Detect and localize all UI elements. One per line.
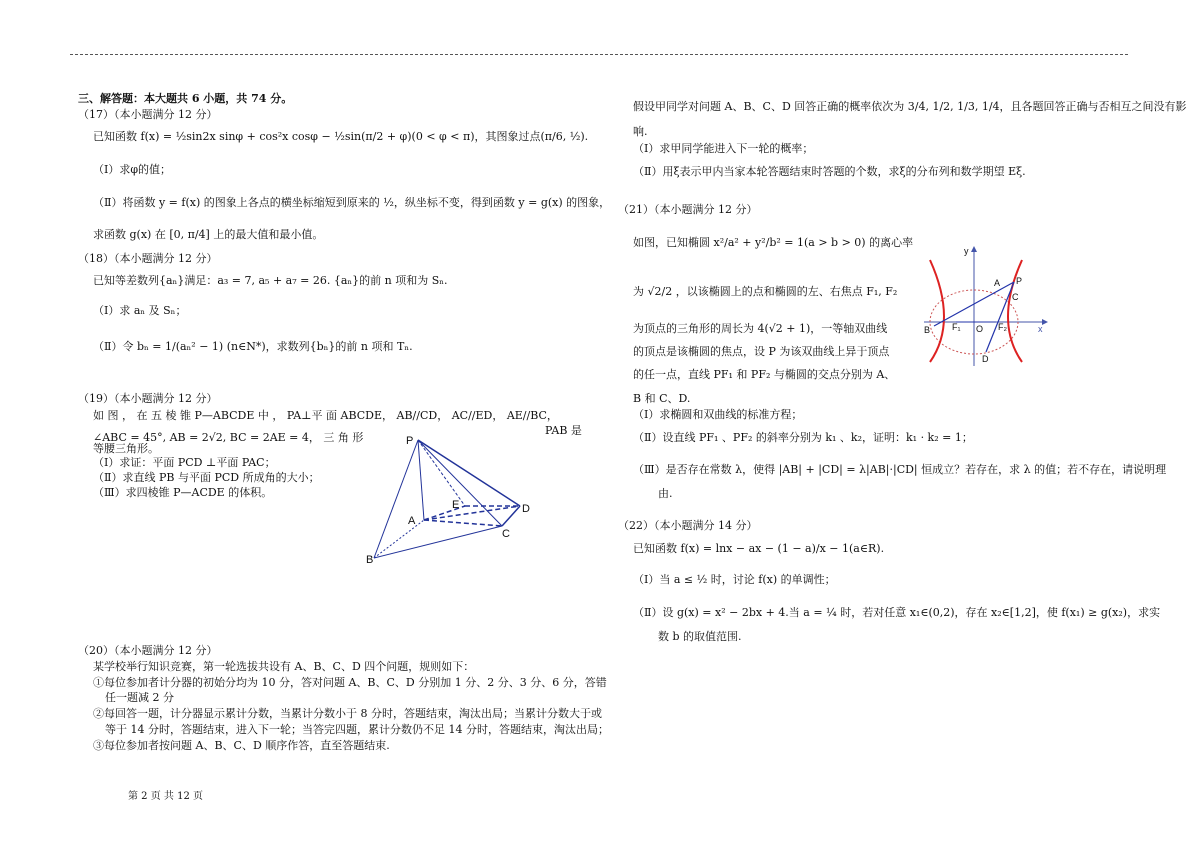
y-axis-arrow-icon: [971, 246, 977, 252]
q17-part1: （Ⅰ）求φ的值；: [93, 163, 172, 176]
q19-stem-line3: 等腰三角形。: [93, 442, 159, 455]
q22-heading: （22）（本小题满分 14 分）: [618, 519, 758, 532]
q20-right-line1: 假设甲同学对问题 A、B、C、D 回答正确的概率依次为 3/4, 1/2, 1/3, 1/4，且各题回答正确与否相互之间没有影: [633, 100, 1187, 113]
section-heading: 三、解答题：本大题共 6 小题，共 74 分。: [78, 92, 293, 105]
q19-part3: （Ⅲ）求四棱锥 P—ACDE 的体积。: [93, 486, 273, 499]
q19-heading: （19）（本小题满分 12 分）: [78, 392, 218, 405]
edge-pb: [374, 440, 418, 558]
q21-part3-cont: 由.: [658, 487, 673, 500]
label-f2: F₂: [998, 322, 1007, 332]
q18-stem: 已知等差数列{aₙ}满足：a₃ = 7, a₅ + a₇ = 26. {aₙ}的前 n 项和为 Sₙ.: [93, 274, 448, 287]
q21-heading: （21）（本小题满分 12 分）: [618, 203, 758, 216]
q19-part1: （Ⅰ）求证：平面 PCD ⊥平面 PAC；: [93, 456, 276, 469]
label-x: x: [1038, 324, 1043, 334]
q17-heading: （17）（本小题满分 12 分）: [78, 108, 218, 121]
q20-part1: （Ⅰ）求甲同学能进入下一轮的概率；: [633, 142, 814, 155]
q20-line6: ③每位参加者按问题 A、B、C、D 顺序作答，直至答题结束.: [93, 739, 390, 752]
edge-ad: [424, 506, 520, 520]
edge-ac: [424, 520, 502, 526]
q21-line2: 为 √2/2 ，以该椭圆上的点和椭圆的左、右焦点 F₁, F₂: [633, 285, 898, 298]
pyramid-figure: [360, 430, 550, 570]
q20-line2: ①每位参加者计分器的初始分均为 10 分，答对问题 A、B、C、D 分别加 1 分、2 分、3 分、6 分，答错: [93, 676, 607, 689]
q19-stem-line2: ∠ABC = 45°, AB = 2√2, BC = 2AE = 4， 三 角 形: [93, 431, 364, 444]
q17-part2: （Ⅱ）将函数 y = f(x) 的图象上各点的横坐标缩短到原来的 ½，纵坐标不变，得到函数 y = g(x) 的图象，: [93, 196, 611, 209]
conic-figure: [918, 242, 1050, 370]
q21-part2: （Ⅱ）设直线 PF₁ 、PF₂ 的斜率分别为 k₁ 、k₂，证明：k₁ · k₂ = 1；: [633, 431, 973, 444]
q22-part1: （Ⅰ）当 a ≤ ½ 时，讨论 f(x) 的单调性；: [633, 573, 836, 586]
label-b: B: [924, 325, 931, 335]
header-rule: [70, 54, 1128, 55]
edge-bc: [374, 526, 502, 558]
label-d: D: [522, 503, 530, 515]
q21-line6: B 和 C、D.: [633, 392, 691, 405]
x-axis-arrow-icon: [1042, 319, 1048, 325]
q20-line3: 任一题减 2 分: [105, 691, 174, 704]
label-e: E: [452, 499, 460, 511]
label-p: P: [406, 435, 414, 447]
q17-part2-cont: 求函数 g(x) 在 [0, π/4] 上的最大值和最小值。: [93, 228, 324, 241]
q21-line4: 的顶点是该椭圆的焦点，设 P 为该双曲线上异于顶点: [633, 345, 890, 358]
q20-heading: （20）（本小题满分 12 分）: [78, 644, 218, 657]
q20-right-line2: 响.: [633, 125, 648, 138]
label-b: B: [366, 554, 374, 566]
q19-stem-line2-tail: PAB 是: [545, 424, 582, 437]
page-footer: 第 2 页 共 12 页: [128, 791, 203, 802]
edge-pa: [418, 440, 424, 520]
edge-pc: [418, 440, 502, 526]
q21-line5: 的任一点，直线 PF₁ 和 PF₂ 与椭圆的交点分别为 A、: [633, 368, 896, 381]
edge-cd: [502, 506, 520, 526]
label-d: D: [982, 354, 989, 364]
q22-stem: 已知函数 f(x) = lnx − ax − (1 − a)/x − 1(a∈R).: [633, 542, 885, 555]
q19-part2: （Ⅱ）求直线 PB 与平面 PCD 所成角的大小；: [93, 471, 320, 484]
label-f1: F₁: [952, 322, 961, 332]
q22-part2: （Ⅱ）设 g(x) = x² − 2bx + 4.当 a = ¼ 时，若对任意 x₁∈(0,2)，存在 x₂∈[1,2]，使 f(x₁) ≥ g(x₂)，求实: [633, 606, 1161, 619]
q20-line4: ②每回答一题，计分器显示累计分数，当累计分数小于 8 分时，答题结束，淘汰出局；当累计分数大于或: [93, 707, 602, 720]
label-c: C: [1012, 292, 1019, 302]
q20-part2: （Ⅱ）用ξ表示甲内当家本轮答题结束时答题的个数，求ξ的分布列和数学期望 Eξ.: [633, 165, 1026, 178]
edge-pe: [418, 440, 465, 506]
hyperbola-left-branch: [930, 260, 944, 362]
q18-part2: （Ⅱ）令 bₙ = 1/(aₙ² − 1) (n∈N*)，求数列{bₙ}的前 n 项和 Tₙ.: [93, 340, 413, 353]
q21-part1: （Ⅰ）求椭圆和双曲线的标准方程；: [633, 408, 803, 421]
q17-stem: 已知函数 f(x) = ½sin2x sinφ + cos²x cosφ − ½sin(π/2 + φ)(0 < φ < π)，其图象过点(π/6, ½).: [93, 130, 589, 143]
q20-line5: 等于 14 分时，答题结束，进入下一轮；当答完四题，累计分数仍不足 14 分时，答题结束，淘汰出局；: [105, 723, 609, 736]
label-c: C: [502, 528, 510, 540]
edge-pd: [418, 440, 520, 506]
label-a: A: [408, 515, 416, 527]
q22-part2-cont: 数 b 的取值范围.: [658, 630, 742, 643]
label-a: A: [994, 278, 1001, 288]
q18-heading: （18）（本小题满分 12 分）: [78, 252, 218, 265]
q19-stem-line1: 如 图 ， 在 五 棱 锥 P—ABCDE 中 ， PA⊥平 面 ABCDE， AB//CD， AC//ED， AE//BC，: [93, 409, 558, 422]
label-o: O: [976, 324, 984, 334]
q21-line3: 为顶点的三角形的周长为 4(√2 + 1)，一等轴双曲线: [633, 322, 888, 335]
q21-line1: 如图，已知椭圆 x²/a² + y²/b² = 1(a > b > 0) 的离心率: [633, 236, 914, 249]
q21-part3: （Ⅲ）是否存在常数 λ，使得 |AB| + |CD| = λ|AB|·|CD| 恒成立？若存在，求 λ 的值；若不存在，请说明理: [633, 463, 1167, 476]
label-p: P: [1016, 276, 1023, 286]
q18-part1: （Ⅰ）求 aₙ 及 Sₙ；: [93, 304, 187, 317]
label-y: y: [964, 246, 969, 256]
q20-line1: 某学校举行知识竞赛，第一轮选拔共设有 A、B、C、D 四个问题，规则如下：: [93, 660, 475, 673]
